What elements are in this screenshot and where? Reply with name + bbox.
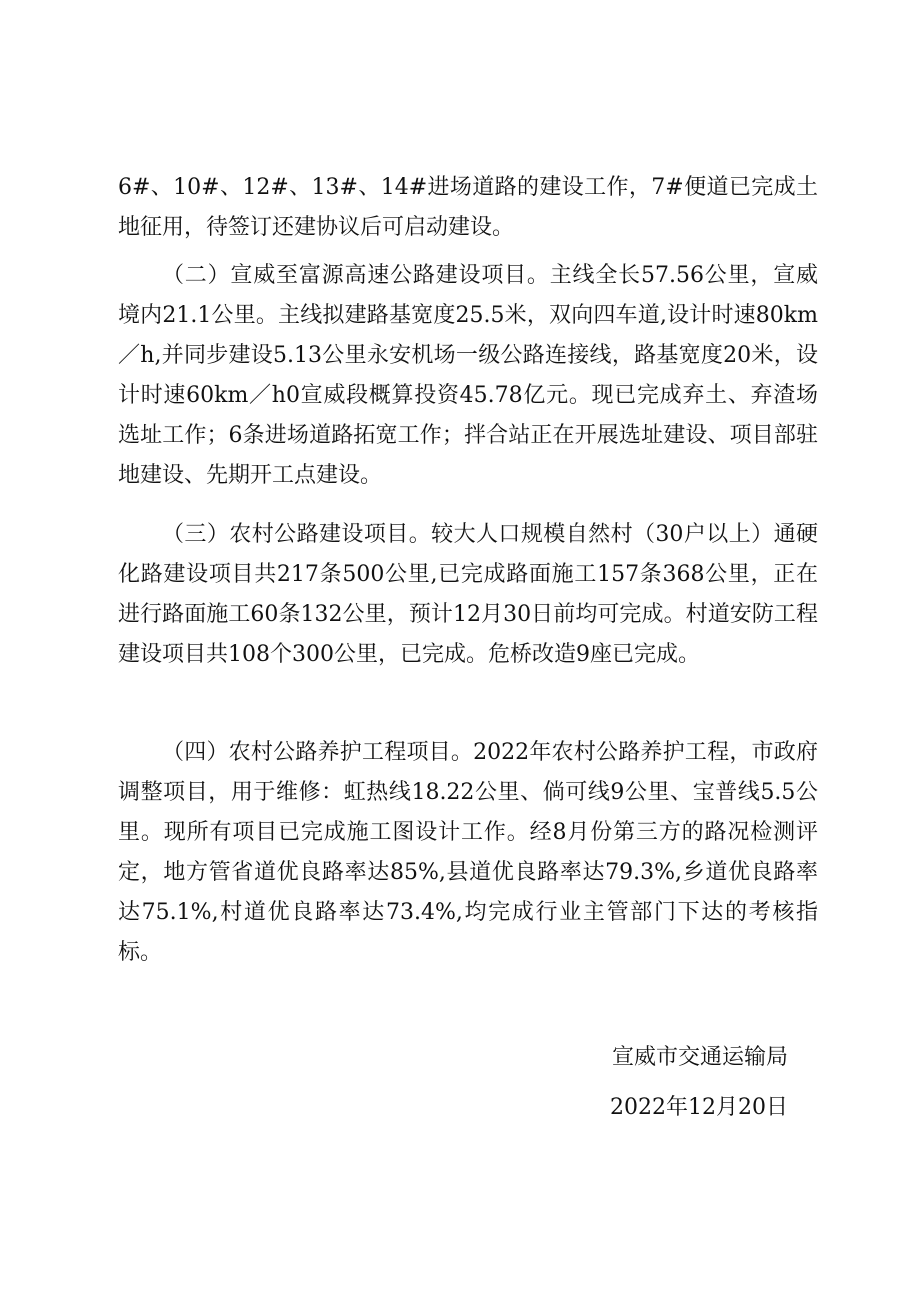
paragraph-access-roads: 6#、10#、12#、13#、14#进场道路的建设工作，7#便道已完成土地征用，待签订还建协议后可启动建设。	[118, 175, 818, 240]
paragraph-expressway-project: （二）宣威至富源高速公路建设项目。主线全长57.56公里，宣威境内21.1公里。主线拟建路基宽度25.5米，双向四车道,设计时速80km／h,并同步建设5.13公里永安机场一级公路连接线，路基宽度20米，设计时速60km／h0宣威段概算投资45.78亿元。现已完成弃土、弃渣场选址工作；6条进场道路拓宽工作；拌合站正在开展选址建设、项目部驻地建设、先期开工点建设。	[118, 263, 818, 488]
paragraph-rural-road-maintenance: （四）农村公路养护工程项目。2022年农村公路养护工程，市政府调整项目，用于维修：虹热线18.22公里、倘可线9公里、宝普线5.5公里。现所有项目已完成施工图设计工作。经8月份第三方的路况检测评定，地方管省道优良路率达85%,县道优良路率达79.3%,乡道优良路率达75.1%,村道优良路率达73.4%,均完成行业主管部门下达的考核指标。	[118, 740, 818, 965]
signature-organization: 宣威市交通运输局	[611, 1045, 788, 1070]
signature-date: 2022年12月20日	[610, 1095, 788, 1120]
paragraph-rural-road-construction: （三）农村公路建设项目。较大人口规模自然村（30户以上）通硬化路建设项目共217条500公里,已完成路面施工157条368公里，正在进行路面施工60条132公里，预计12月30日前均可完成。村道安防工程建设项目共108个300公里，已完成。危桥改造9座已完成。	[118, 522, 818, 667]
